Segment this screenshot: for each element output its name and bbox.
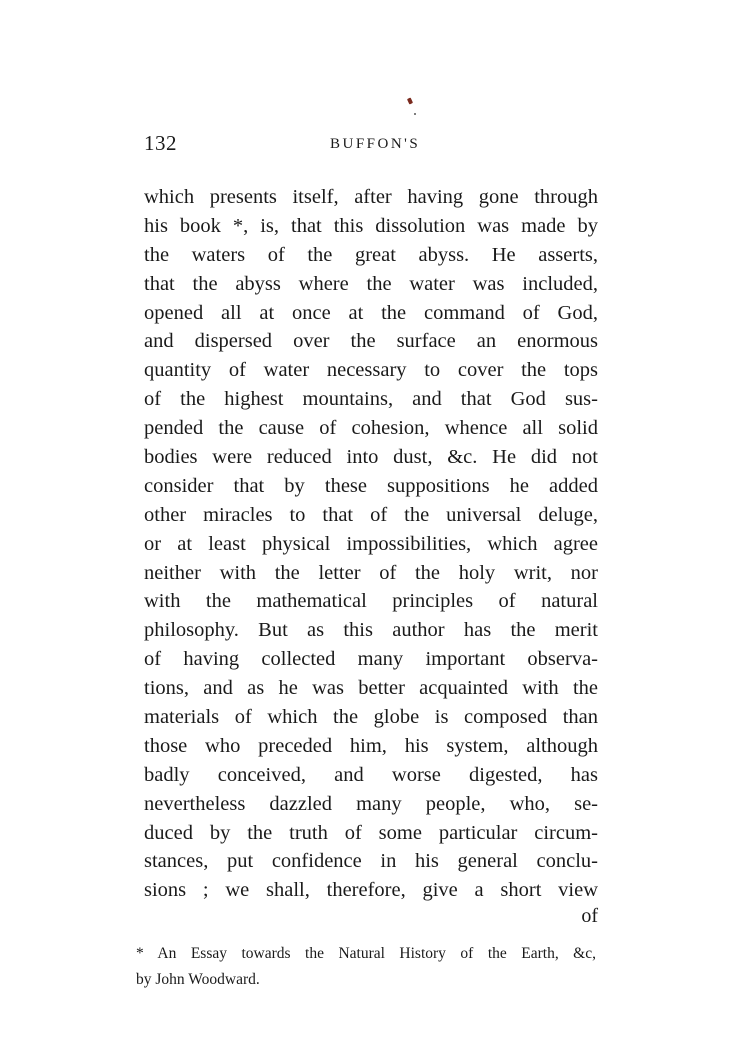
text-line: bodies were reduced into dust, &c. He did not [144, 446, 598, 469]
ink-mark [407, 97, 413, 104]
footnote-line: * An Essay towards the Natural History of the Earth, &c, [136, 945, 596, 962]
text-line: tions, and as he was better acquainted with the [144, 677, 598, 700]
text-line: consider that by these suppositions he added [144, 474, 598, 497]
text-line: other miracles to that of the universal deluge, [144, 503, 598, 526]
text-line: with the mathematical principles of natural [144, 590, 598, 613]
text-line: duced by the truth of some particular circum- [144, 821, 598, 844]
page-number: 132 [144, 131, 177, 155]
text-line: opened all at once at the command of God, [144, 301, 598, 324]
text-line: and dispersed over the surface an enormous [144, 330, 598, 353]
text-line: his book *, is, that this dissolution was made by [144, 214, 598, 237]
text-line: quantity of water necessary to cover the tops [144, 359, 598, 382]
footnote-line: by John Woodward. [136, 971, 260, 988]
text-line: sions ; we shall, therefore, give a short view [144, 879, 598, 902]
page-header [144, 131, 604, 159]
text-line: the waters of the great abyss. He asserts, [144, 243, 598, 266]
catchword: of [581, 905, 598, 927]
text-line: nevertheless dazzled many people, who, se- [144, 792, 598, 815]
text-line: badly conceived, and worse digested, has [144, 763, 598, 786]
text-line: or at least physical impossibilities, which agree [144, 532, 598, 555]
text-line: that the abyss where the water was included, [144, 272, 598, 295]
text-line: philosophy. But as this author has the merit [144, 619, 598, 642]
text-line: pended the cause of cohesion, whence all solid [144, 417, 598, 440]
text-line: materials of which the globe is composed than [144, 706, 598, 729]
text-line: those who preceded him, his system, although [144, 734, 598, 757]
body-text [144, 183, 598, 905]
text-line: neither with the letter of the holy writ, nor [144, 561, 598, 584]
footnote [136, 941, 596, 993]
text-line: of having collected many important observa- [144, 648, 598, 671]
text-line: stances, put confidence in his general conclu- [144, 850, 598, 873]
ink-dot [414, 113, 416, 115]
running-head: BUFFON'S [330, 136, 421, 152]
text-line: which presents itself, after having gone through [144, 186, 598, 208]
text-line: of the highest mountains, and that God sus- [144, 388, 598, 411]
